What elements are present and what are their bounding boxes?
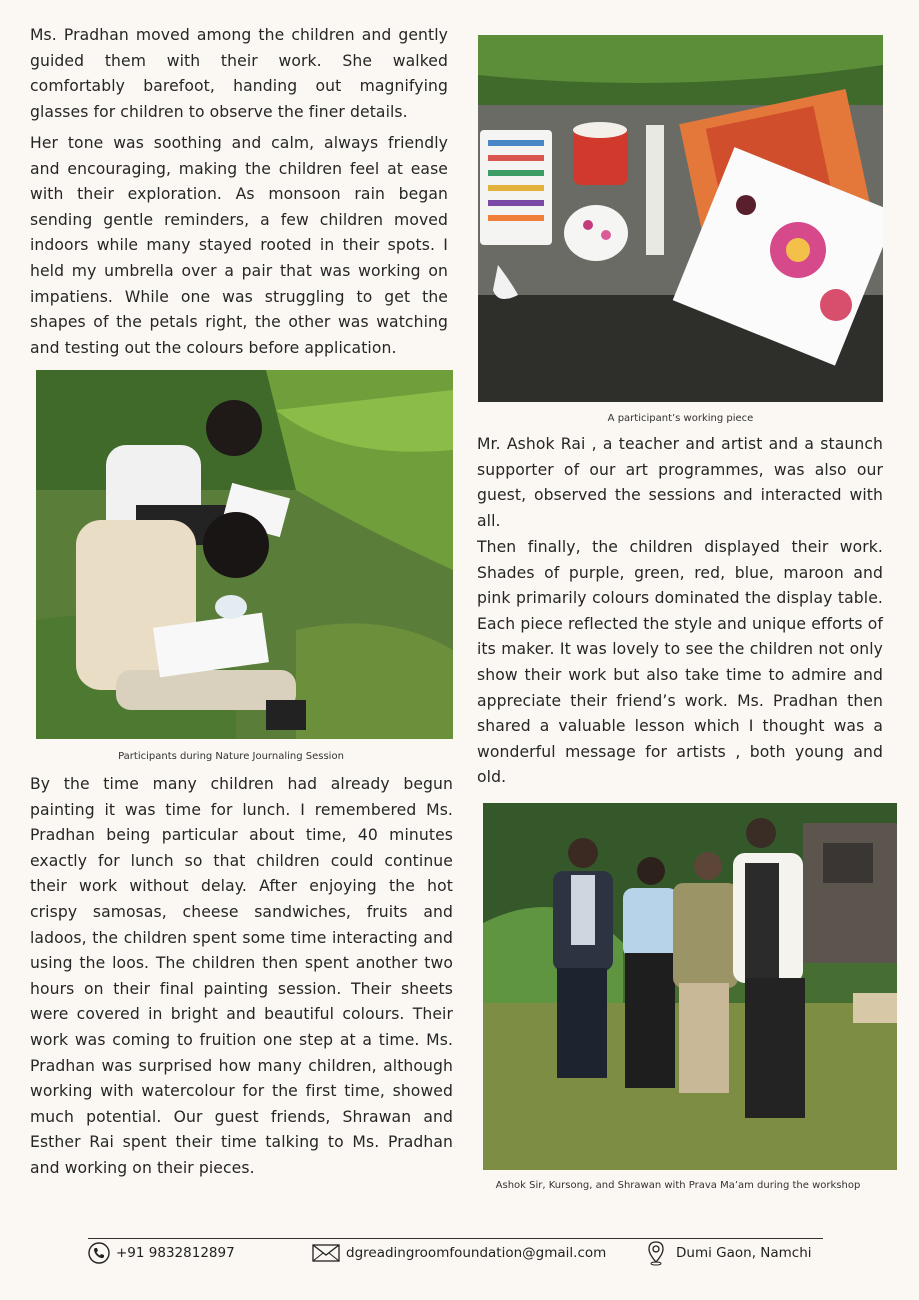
phone-icon [88,1242,110,1264]
footer-phone [88,1240,235,1266]
footer-divider [88,1238,823,1239]
footer-email [312,1240,606,1266]
right-photo1-caption: A participant’s working piece [607,413,754,424]
right-paragraph-2: Then finally, the children displayed their work. Shades of purple, green, red, blue, maroon and pink primarily colours dominated the display table. Each piece reflected the style and unique efforts of its maker. It was lovely to see the children not only show their work but also take time to admire and appreciate their friend’s work. Ms. Pradhan then shared a valuable lesson which I thought was a wonderful message for artists , both young and old. [477,538,883,787]
right-paragraph-1: Mr. Ashok Rai , a teacher and artist and a staunch supporter of our art programmes, was also our guest, observed the sessions and interacted with all. [477,435,883,530]
group-photo [483,803,897,1170]
right-photo2-caption: Ashok Sir, Kursong, and Shrawan with Prava Ma’am during the workshop [495,1180,861,1191]
phone-number: +91 9832812897 [116,1245,235,1261]
footer-location [646,1240,812,1266]
left-paragraph-2: Her tone was soothing and calm, always friendly and encouraging, making the children feel at ease with their exploration. As monsoon rain began sending gentle reminders, a few children moved indoors while many stayed rooted in their spots. I held my umbrella over a pair that was working on impatiens. While one was struggling to get the shapes of the petals right, the other was watching and testing out the colours before application. [30,134,448,357]
left-photo-caption: Participants during Nature Journaling Session [118,751,344,762]
email-address: dgreadingroomfoundation@gmail.com [346,1245,607,1261]
working-piece-photo [478,35,883,402]
envelope-icon [312,1243,340,1263]
left-paragraph-1: Ms. Pradhan moved among the children and gently guided them with their work. She walked comfortably barefoot, handing out magnifying glasses for children to observe the finer details. [30,26,448,121]
participants-journaling-photo [36,370,453,739]
map-pin-icon [646,1240,666,1266]
location-text: Dumi Gaon, Namchi [676,1245,812,1261]
left-paragraph-3: By the time many children had already begun painting it was time for lunch. I remembered Ms. Pradhan being particular about time, 40 minutes exactly for lunch so that children could continue their work without delay. After enjoying the hot crispy samosas, cheese sandwiches, fruits and ladoos, the children spent some time interacting and using the loos. The children then spent another two hours on their final painting session. Their sheets were covered in bright and beautiful colours. Their work was coming to fruition one step at a time. Ms. Pradhan was surprised how many children, although working with watercolour for the first time, showed much potential. Our guest friends, Shrawan and Esther Rai spent their time talking to Ms. Pradhan and working on their pieces. [30,775,453,1177]
